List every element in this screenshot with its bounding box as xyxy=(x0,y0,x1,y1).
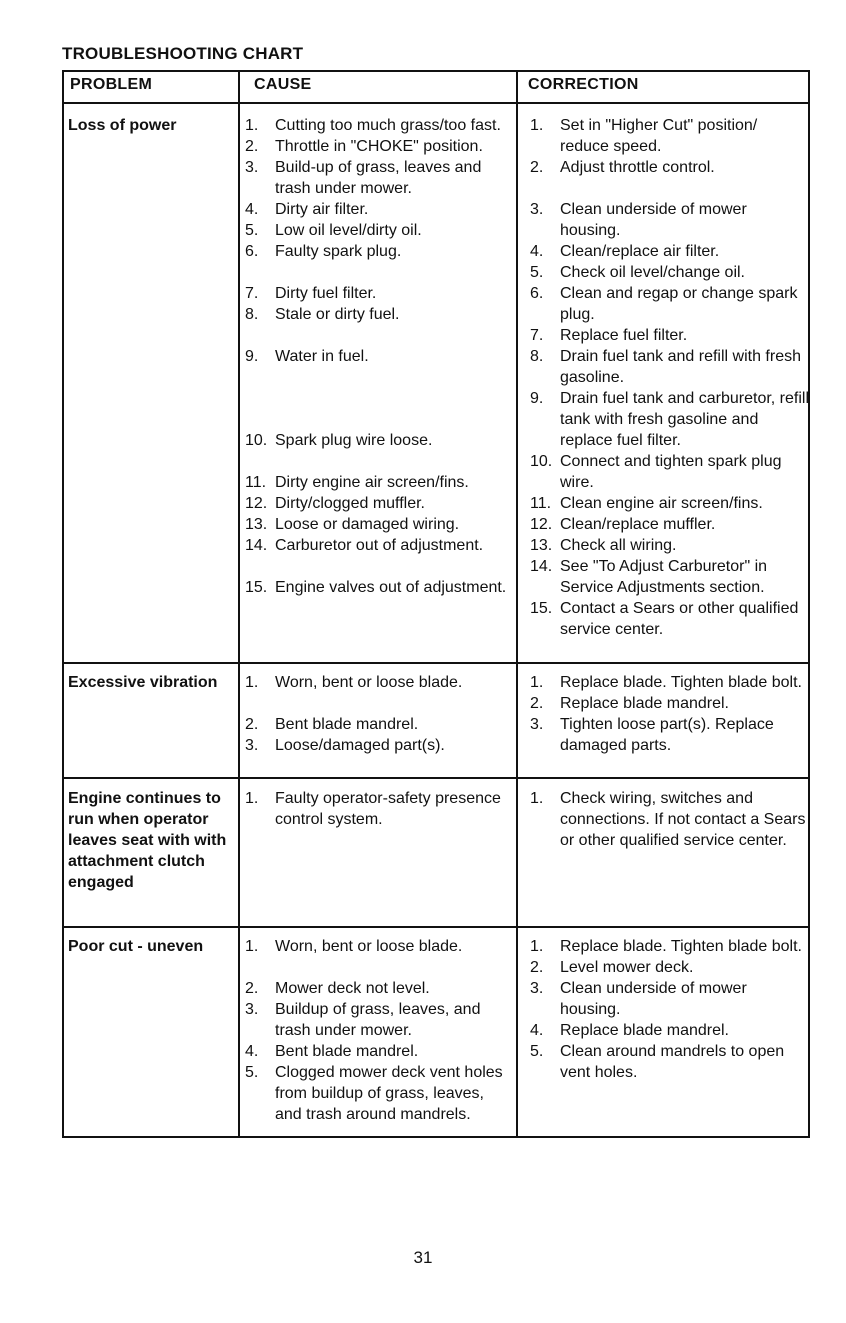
list-item: 6. Faulty spark plug. xyxy=(245,243,402,260)
cause-list xyxy=(245,672,515,756)
list-item: 3. Tighten loose part(s). Replace damaged parts. xyxy=(530,716,774,754)
chart-title: TROUBLESHOOTING CHART xyxy=(62,44,304,63)
correction-list xyxy=(530,672,810,756)
list-item: 3. Buildup of grass, leaves, and trash under mower. xyxy=(245,1001,481,1039)
list-item: 13. Check all wiring. xyxy=(530,537,677,554)
list-item: 1. Worn, bent or loose blade. xyxy=(245,674,463,691)
list-item: 3. Clean underside of mower housing. xyxy=(530,201,747,239)
list-item: 1. Set in "Higher Cut" position/ reduce speed. xyxy=(530,117,758,155)
list-item: 2. Adjust throttle control. xyxy=(530,159,715,176)
list-item: 8. Stale or dirty fuel. xyxy=(245,306,400,323)
list-item: 2. Throttle in "CHOKE" position. xyxy=(245,138,483,155)
problem-loss-of-power: Loss of power xyxy=(68,117,177,134)
list-item: 2. Replace blade mandrel. xyxy=(530,695,729,712)
list-item: 9. Drain fuel tank and carburetor, refill tank with fresh gasoline and replace fuel filter. xyxy=(530,390,810,449)
column-divider xyxy=(238,72,240,1136)
list-item: 1. Replace blade. Tighten blade bolt. xyxy=(530,938,802,955)
correction-list xyxy=(530,788,810,851)
list-item: 5. Clogged mower deck vent holes from buildup of grass, leaves, and trash around mandrels. xyxy=(245,1064,503,1123)
troubleshooting-table xyxy=(62,70,810,1138)
problem-poor-cut: Poor cut - uneven xyxy=(68,938,204,955)
list-item: 14. See "To Adjust Carburetor" in Service Adjustments section. xyxy=(530,558,768,596)
list-item: 7. Replace fuel filter. xyxy=(530,327,688,344)
list-item: 9. Water in fuel. xyxy=(245,348,369,365)
list-item: 7. Dirty fuel filter. xyxy=(245,285,377,302)
list-item: 2. Level mower deck. xyxy=(530,959,694,976)
row-divider xyxy=(64,662,808,664)
list-item: 15. Engine valves out of adjustment. xyxy=(245,579,507,596)
list-item: 1. Worn, bent or loose blade. xyxy=(245,938,463,955)
list-item: 15. Contact a Sears or other qualified service center. xyxy=(530,600,799,638)
list-item: 12. Dirty/clogged muffler. xyxy=(245,495,425,512)
cause-list xyxy=(245,936,515,1125)
list-item: 6. Clean and regap or change spark plug. xyxy=(530,285,798,323)
header-correction: CORRECTION xyxy=(528,76,639,93)
column-divider xyxy=(516,72,518,1136)
list-item: 1. Faulty operator-safety presence control system. xyxy=(245,790,501,828)
row-divider xyxy=(64,926,808,928)
list-item: 12. Clean/replace muffler. xyxy=(530,516,716,533)
list-item: 4. Dirty air filter. xyxy=(245,201,369,218)
list-item: 8. Drain fuel tank and refill with fresh gasoline. xyxy=(530,348,801,386)
table-header xyxy=(64,72,808,104)
list-item: 5. Clean around mandrels to open vent holes. xyxy=(530,1043,785,1081)
list-item: 10. Connect and tighten spark plug wire. xyxy=(530,453,782,491)
list-item: 2. Mower deck not level. xyxy=(245,980,430,997)
problem-engine-continues: Engine continues to run when operator leaves seat with with attachment clutch engaged xyxy=(68,790,227,891)
list-item: 3. Clean underside of mower housing. xyxy=(530,980,747,1018)
list-item: 1. Check wiring, switches and connections. If not contact a Sears or other qualified service center. xyxy=(530,790,806,849)
correction-list xyxy=(530,115,810,640)
list-item: 1. Cutting too much grass/too fast. xyxy=(245,117,501,134)
list-item: 2. Bent blade mandrel. xyxy=(245,716,419,733)
list-item: 4. Bent blade mandrel. xyxy=(245,1043,419,1060)
list-item: 3. Build-up of grass, leaves and trash under mower. xyxy=(245,159,482,197)
page-number: 31 xyxy=(413,1248,433,1267)
list-item: 4. Clean/replace air filter. xyxy=(530,243,720,260)
list-item: 13. Loose or damaged wiring. xyxy=(245,516,460,533)
header-problem: PROBLEM xyxy=(70,76,153,93)
list-item: 3. Loose/damaged part(s). xyxy=(245,737,445,754)
cause-list xyxy=(245,788,515,830)
list-item: 14. Carburetor out of adjustment. xyxy=(245,537,484,554)
list-item: 4. Replace blade mandrel. xyxy=(530,1022,729,1039)
problem-excessive-vibration: Excessive vibration xyxy=(68,674,218,691)
list-item: 11. Dirty engine air screen/fins. xyxy=(245,474,469,491)
list-item: 11. Clean engine air screen/fins. xyxy=(530,495,763,512)
correction-list xyxy=(530,936,810,1083)
list-item: 5. Low oil level/dirty oil. xyxy=(245,222,422,239)
list-item: 10. Spark plug wire loose. xyxy=(245,432,433,449)
cause-list xyxy=(245,115,515,598)
header-cause: CAUSE xyxy=(254,76,312,93)
row-divider xyxy=(64,777,808,779)
list-item: 5. Check oil level/change oil. xyxy=(530,264,745,281)
list-item: 1. Replace blade. Tighten blade bolt. xyxy=(530,674,802,691)
